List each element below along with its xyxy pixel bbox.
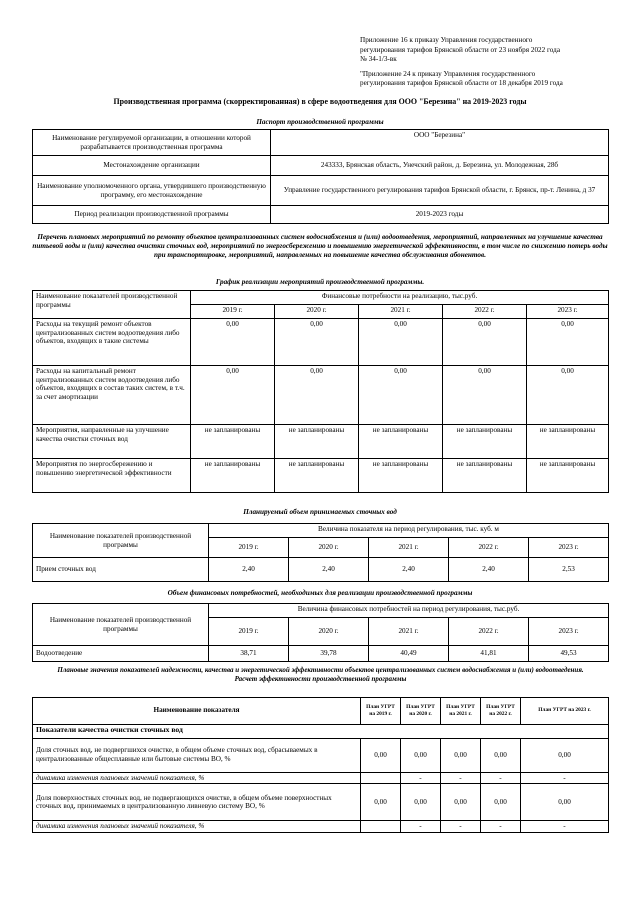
cell-value: не запланированы <box>359 459 443 493</box>
cell-value: не запланированы <box>527 425 609 459</box>
cell-value: 0,00 <box>481 784 521 821</box>
table-row <box>33 319 609 366</box>
cell-value: - <box>481 772 521 784</box>
efficiency-subheading: Расчет эффективности производственной программы <box>234 674 407 683</box>
cell-value: - <box>481 821 521 833</box>
cell-value: - <box>441 821 481 833</box>
volume-heading: Планируемый объем принимаемых сточных вод <box>243 508 397 516</box>
year-header: 2022 г. <box>449 618 529 646</box>
measures-col-name: Наименование показателей производственной программы <box>33 291 191 319</box>
cell-value: 0,00 <box>521 784 609 821</box>
cell-value: - <box>441 772 481 784</box>
passport-value: ООО "Березина" <box>271 130 609 156</box>
volume-col-group: Величина показателя на период регулирования, тыс. куб. м <box>209 524 609 538</box>
year-header: 2022 г. <box>443 305 527 319</box>
passport-row <box>33 206 609 224</box>
cell-value: не запланированы <box>275 459 359 493</box>
year-header: 2023 г. <box>527 305 609 319</box>
table-row <box>33 772 609 784</box>
header-note <box>360 36 630 89</box>
volume-col-name: Наименование показателей производственной программы <box>33 524 209 558</box>
cell-value <box>361 772 401 784</box>
year-header: 2020 г. <box>275 305 359 319</box>
efficiency-table <box>32 664 609 833</box>
passport-label: Местонахождение организации <box>33 156 271 176</box>
row-label: Расходы на капитальный ремонт централизованных систем водоотведения либо объектов, входящих в состав таких систем, в т.ч. за счет амортизации <box>33 366 191 425</box>
header-line-3: № 34-1/3-вк <box>360 55 397 64</box>
table-row <box>33 821 609 833</box>
section-heading: Показатели качества очистки сточных вод <box>33 724 609 738</box>
cell-value: 2,40 <box>369 558 449 582</box>
passport-label: Наименование уполномоченного органа, утвердившего производственную программу, его местонахождение <box>33 176 271 206</box>
header-line-4: "Приложение 24 к приказу Управления государственного <box>360 69 536 78</box>
row-label: Расходы на текущий ремонт объектов централизованных систем водоотведения либо объектов, входящих в такие системы <box>33 319 191 366</box>
plan-header: План УГРТ на 2020 г. <box>401 697 441 724</box>
year-header: 2021 г. <box>369 618 449 646</box>
cell-value: - <box>401 821 441 833</box>
measures-col-group: Финансовые потребности на реализацию, тыс.руб. <box>191 291 609 305</box>
cell-value: 0,00 <box>401 784 441 821</box>
year-header: 2020 г. <box>289 618 369 646</box>
header-line-1: Приложение 16 к приказу Управления государственного <box>360 36 533 44</box>
plan-header: План УГРТ на 2019 г. <box>361 697 401 724</box>
cell-value: - <box>521 821 609 833</box>
cell-value: 0,00 <box>191 366 275 425</box>
cell-value: не запланированы <box>275 425 359 459</box>
cell-value: не запланированы <box>359 425 443 459</box>
plan-header: План УГРТ на 2021 г. <box>441 697 481 724</box>
row-label: Доля сточных вод, не подвергшихся очистке, в общем объеме сточных вод, сбрасываемых в централизованные общесплавные или бытовые системы ВО, % <box>33 738 361 772</box>
cell-value: 0,00 <box>275 319 359 366</box>
cell-value: 0,00 <box>441 784 481 821</box>
table-row <box>33 738 609 772</box>
passport-label: Период реализации производственной программы <box>33 206 271 224</box>
passport-value: Управление государственного регулирования тарифов Брянской области, г. Брянск, пр-т. Ленина, д 37 <box>271 176 609 206</box>
efficiency-heading: Плановые значения показателей надежности, качества и энергетической эффективности объектов централизованных систем водоснабжения и (или) водоотведения. <box>57 666 584 674</box>
document-title: Производственная программа (скорректированная) в сфере водоотведения для ООО "Березина" на 2019-2023 годы <box>113 97 527 106</box>
cell-value: 0,00 <box>191 319 275 366</box>
measures-subheading: График реализации мероприятий производственной программы. <box>215 278 425 286</box>
cell-value: 38,71 <box>209 646 289 662</box>
cell-value: 2,40 <box>449 558 529 582</box>
cell-value: 2,40 <box>209 558 289 582</box>
year-header: 2021 г. <box>369 538 449 558</box>
year-header: 2021 г. <box>359 305 443 319</box>
efficiency-col-name: Наименование показателя <box>33 697 361 724</box>
row-label: динамика изменения плановых значений показателя, % <box>33 772 361 784</box>
row-label: Мероприятия по энергосбережению и повышению энергетической эффективности <box>33 459 191 493</box>
cell-value: не запланированы <box>443 459 527 493</box>
table-row <box>33 558 609 582</box>
finance-col-name: Наименование показателей производственной программы <box>33 604 209 646</box>
cell-value: - <box>521 772 609 784</box>
header-line-5: регулирования тарифов Брянской области от 18 декабря 2019 года <box>360 79 563 88</box>
table-row <box>33 366 609 425</box>
plan-header: План УГРТ на 2022 г. <box>481 697 521 724</box>
volume-table <box>32 523 609 582</box>
cell-value: 40,49 <box>369 646 449 662</box>
cell-value: 0,00 <box>401 738 441 772</box>
cell-value: 41,81 <box>449 646 529 662</box>
table-row <box>33 784 609 821</box>
cell-value: не запланированы <box>443 425 527 459</box>
row-label: динамика изменения плановых значений показателя, % <box>33 821 361 833</box>
cell-value: не запланированы <box>527 459 609 493</box>
cell-value: 0,00 <box>527 319 609 366</box>
passport-value: 2019-2023 годы <box>271 206 609 224</box>
year-header: 2023 г. <box>529 618 609 646</box>
year-header: 2023 г. <box>529 538 609 558</box>
cell-value: 2,40 <box>289 558 369 582</box>
passport-label: Наименование регулируемой организации, в отношении которой разрабатывается производственная программа <box>33 130 271 156</box>
table-row <box>33 425 609 459</box>
cell-value <box>361 821 401 833</box>
cell-value: 49,53 <box>529 646 609 662</box>
finance-table <box>32 603 609 662</box>
row-label: Мероприятия, направленные на улучшение качества очистки сточных вод <box>33 425 191 459</box>
cell-value: 0,00 <box>521 738 609 772</box>
table-row <box>33 646 609 662</box>
row-label: Доля поверхностных сточных вод, не подвергающихся очистке, в общем объеме поверхностных сточных вод, принимаемых в централизованную ливневую систему ВО, % <box>33 784 361 821</box>
cell-value: не запланированы <box>191 459 275 493</box>
measures-heading: Перечень плановых мероприятий по ремонту объектов централизованных систем водоснабжения и (или) водоотведения, мероприятий, направленных на улучшение качества питьевой воды и (или) качества очистки сточных вод, мероприятий по энергосбережению и повышению энергетической эффективности, в том числе по снижению потерь воды при транспортировке, мероприятий, направленных на повышение качества обслуживания абонентов. <box>32 233 608 259</box>
year-header: 2019 г. <box>191 305 275 319</box>
cell-value: 0,00 <box>443 366 527 425</box>
cell-value: не запланированы <box>191 425 275 459</box>
passport-row <box>33 176 609 206</box>
passport-value: 243333, Брянская область, Унечский район, д. Березина, ул. Молодежная, 28б <box>271 156 609 176</box>
passport-heading: Паспорт производственной программы <box>256 118 384 126</box>
table-row <box>33 459 609 493</box>
passport-row <box>33 156 609 176</box>
finance-col-group: Величина финансовых потребностей на период регулирования, тыс.руб. <box>209 604 609 618</box>
year-header: 2019 г. <box>209 618 289 646</box>
passport-row <box>33 130 609 156</box>
cell-value: 0,00 <box>359 366 443 425</box>
plan-header: План УГРТ на 2023 г. <box>521 697 609 724</box>
cell-value: 2,53 <box>529 558 609 582</box>
cell-value: 0,00 <box>361 738 401 772</box>
passport-table <box>32 129 609 224</box>
cell-value: 0,00 <box>527 366 609 425</box>
cell-value: 39,78 <box>289 646 369 662</box>
cell-value: 0,00 <box>443 319 527 366</box>
row-label: Прием сточных вод <box>33 558 209 582</box>
cell-value: 0,00 <box>481 738 521 772</box>
year-header: 2022 г. <box>449 538 529 558</box>
cell-value: 0,00 <box>359 319 443 366</box>
cell-value: 0,00 <box>361 784 401 821</box>
finance-heading: Объем финансовых потребностей, необходимых для реализации производственной программы <box>167 589 473 597</box>
header-line-2: регулирования тарифов Брянской области от 23 ноября 2022 года <box>360 45 561 54</box>
cell-value: 0,00 <box>441 738 481 772</box>
cell-value: - <box>401 772 441 784</box>
row-label: Водоотведение <box>33 646 209 662</box>
year-header: 2019 г. <box>209 538 289 558</box>
cell-value: 0,00 <box>275 366 359 425</box>
measures-table <box>32 290 609 493</box>
year-header: 2020 г. <box>289 538 369 558</box>
